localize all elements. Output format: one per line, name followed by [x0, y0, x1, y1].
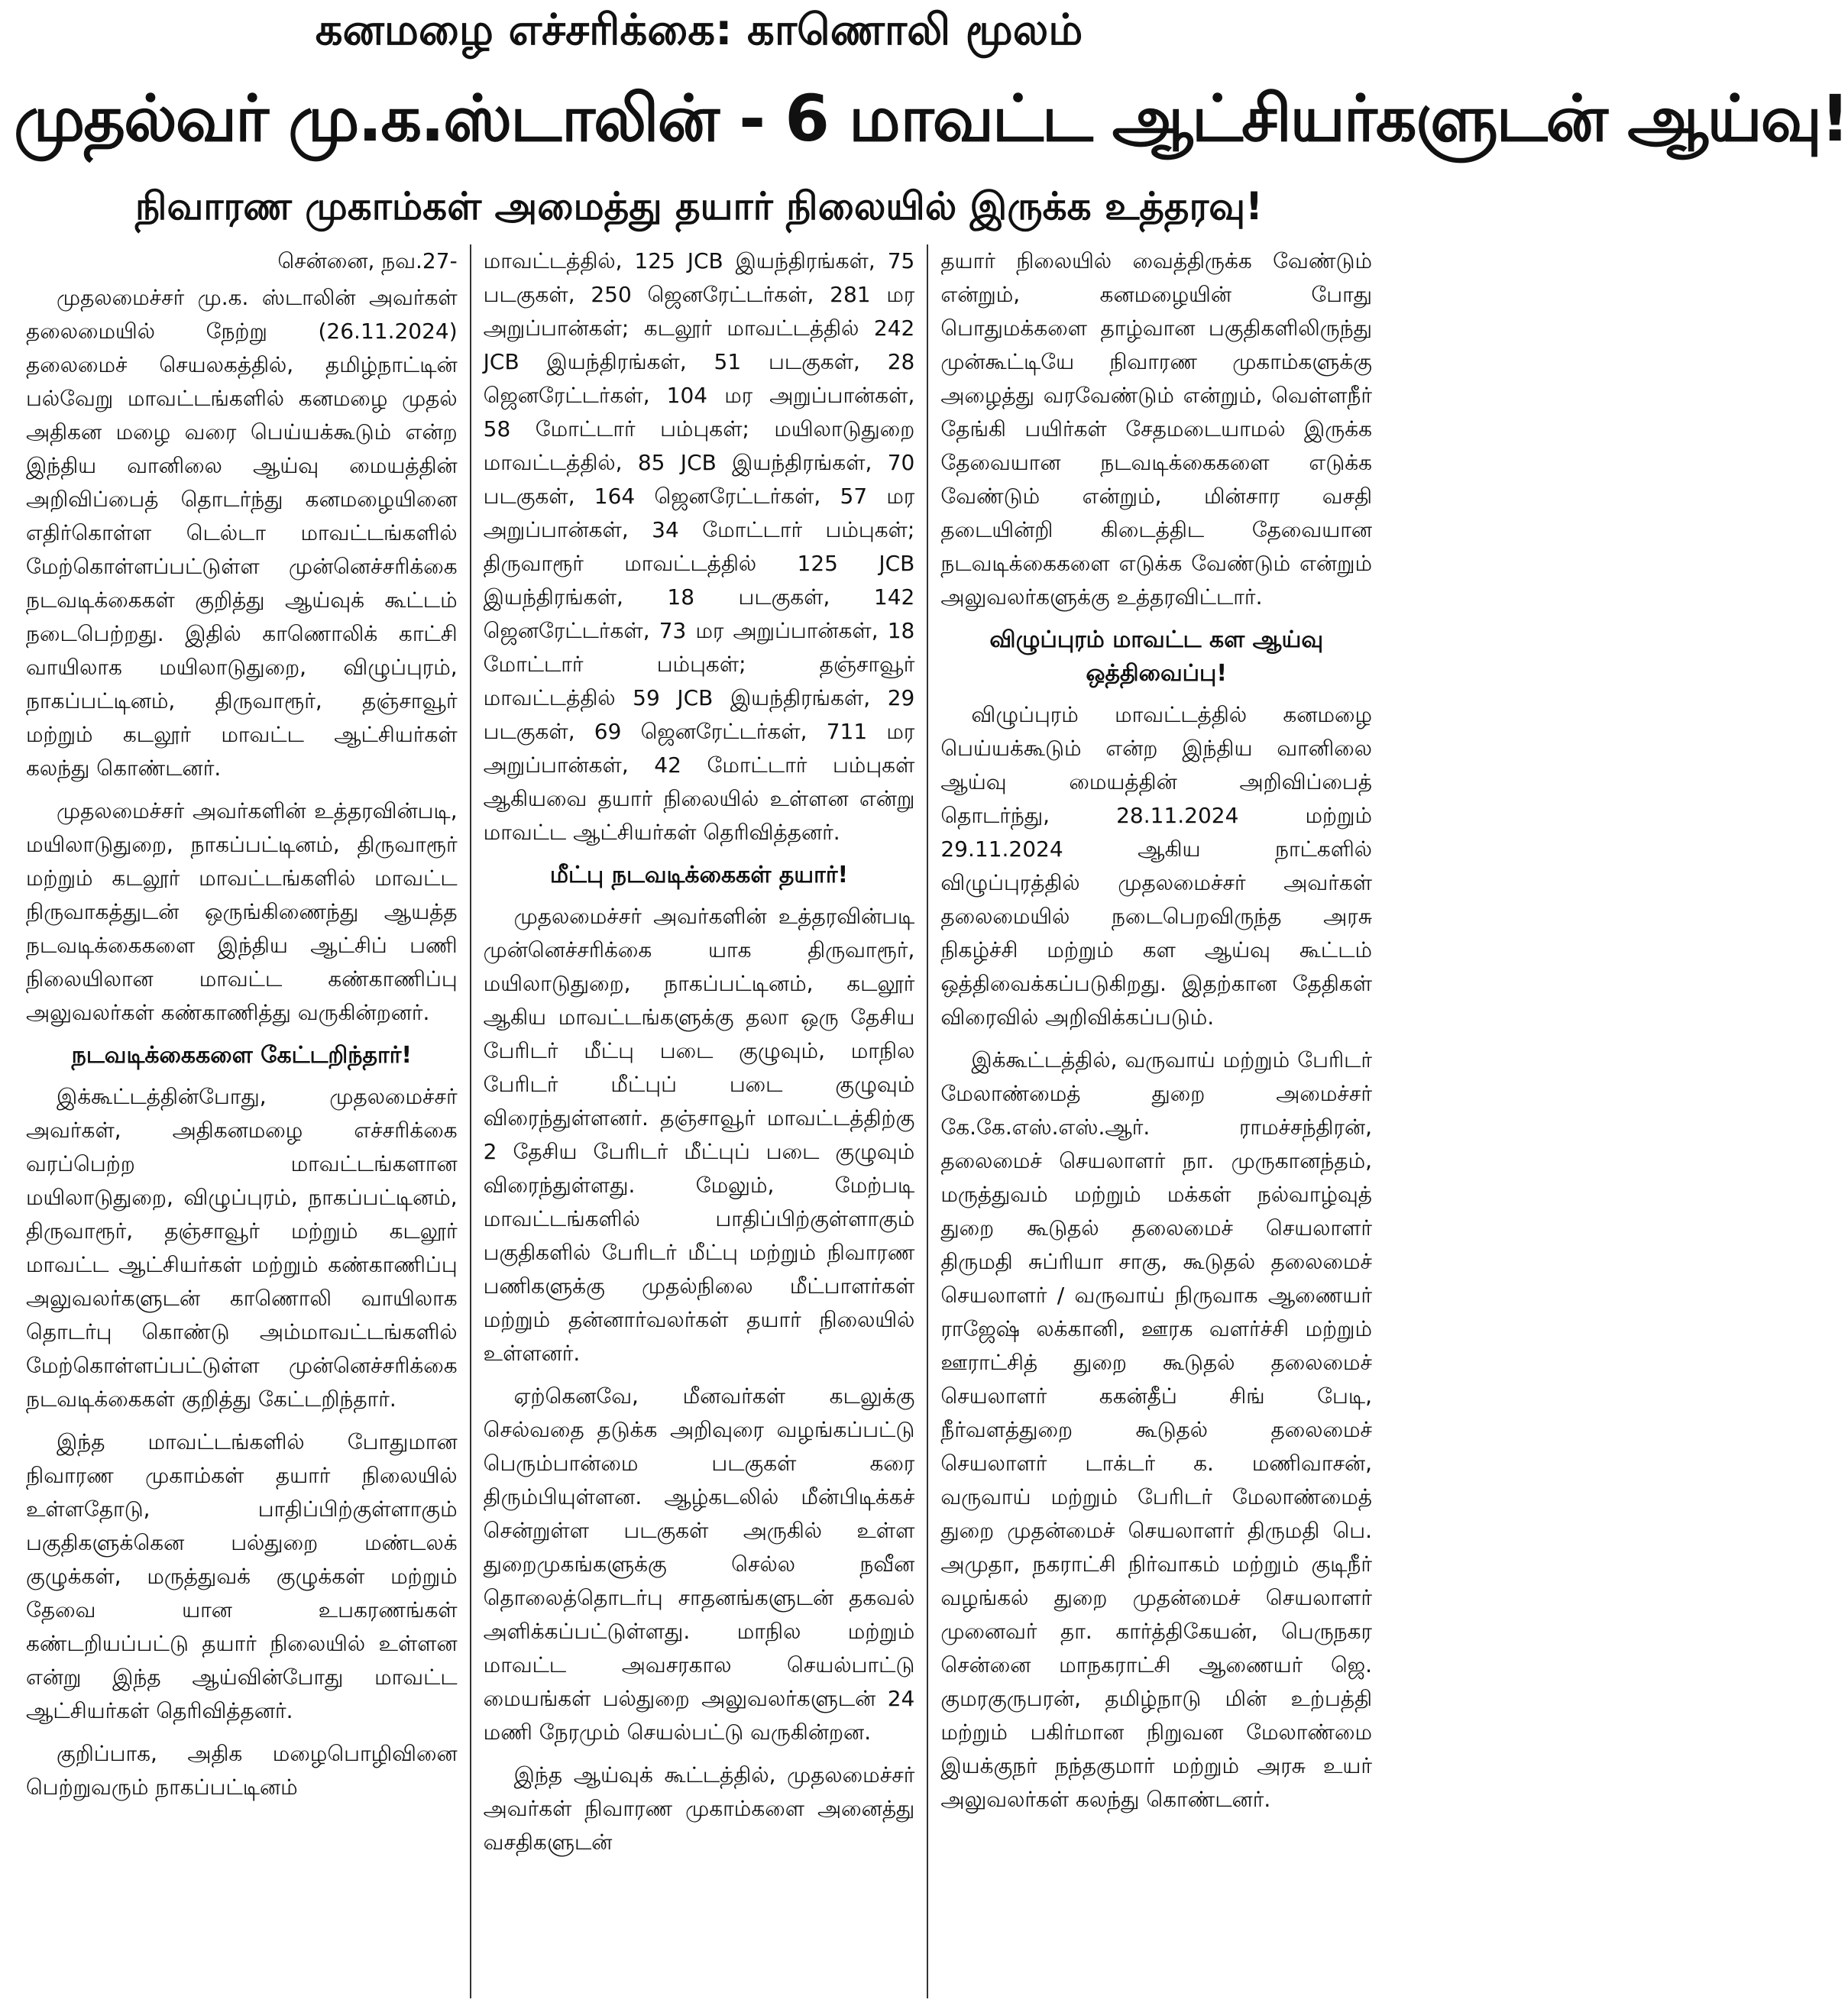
paragraph: குறிப்பாக, அதிக மழைபொழிவினை பெற்றுவரும் நாகப்பட்டினம்: [26, 1741, 458, 1800]
column-3: [928, 244, 1384, 1998]
paragraph: இந்த ஆய்வுக் கூட்டத்தில், முதலமைச்சர் அவர்கள் நிவாரண முகாம்களை அனைத்து வசதிகளுடன்: [483, 1762, 915, 1855]
paragraph: இக்கூட்டத்தில், வருவாய் மற்றும் பேரிடர் மேலாண்மைத் துறை அமைச்சர் கே.கே.எஸ்.எஸ்.ஆர். ராமச்சந்திரன், தலைமைச் செயலாளர் நா. முருகானந்தம், மருத்துவம் மற்றும் மக்கள் நல்வாழ்வுத் துறை கூடுதல் தலைமைச் செயலாளர் திருமதி சுப்ரியா சாகு, கூடுதல் தலைமைச் செயலாளர் / வருவாய் நிருவாக ஆணையர் ராஜேஷ் லக்கானி, ஊரக வளர்ச்சி மற்றும் ஊராட்சித் துறை கூடுதல் தலைமைச் செயலாளர் ககன்தீப் சிங் பேடி, நீர்வளத்துறை கூடுதல் தலைமைச் செயலாளர் டாக்டர் க. மணிவாசன், வருவாய் மற்றும் பேரிடர் மேலாண்மைத் துறை முதன்மைச் செயலாளர் திருமதி பெ. அமுதா, நகராட்சி நிர்வாகம் மற்றும் குடிநீர் வழங்கல் துறை முதன்மைச் செயலாளர் முனைவர் தா. கார்த்திகேயன், பெருநகர சென்னை மாநகராட்சி ஆணையர் ஜெ. குமரகுருபரன், தமிழ்நாடு மின் உற்பத்தி மற்றும் பகிர்மான நிறுவன மேலாண்மை இயக்குநர் நந்தகுமார் மற்றும் அரசு உயர் அலுவலர்கள் கலந்து கொண்டனர்.: [940, 1047, 1373, 1812]
paragraph: தயார் நிலையில் வைத்திருக்க வேண்டும் என்றும், கனமழையின் போது பொதுமக்களை தாழ்வான பகுதிகளிலிருந்து முன்கூட்டியே நிவாரண முகாம்களுக்கு அழைத்து வரவேண்டும் என்றும், வெள்ளநீர் தேங்கி பயிர்கள் சேதமடையாமல் இருக்க தேவையான நடவடிக்கைகளை எடுக்க வேண்டும் என்றும், மின்சார வசதி தடையின்றி கிடைத்திட தேவையான நடவடிக்கைகளை எடுக்க வேண்டும் என்றும் அலுவலர்களுக்கு உத்தரவிட்டார்.: [940, 248, 1373, 610]
kicker: கனமழை எச்சரிக்கை: காணொலி மூலம்: [315, 5, 1083, 55]
paragraph: விழுப்புரம் மாவட்டத்தில் கனமழை பெய்யக்கூடும் என்ற இந்திய வானிலை ஆய்வு மையத்தின் அறிவிப்பைத் தொடர்ந்து, 28.11.2024 மற்றும் 29.11.2024 ஆகிய நாட்களில் விழுப்புரத்தில் முதலமைச்சர் அவர்கள் தலைமையில் நடைபெறவிருந்த அரசு நிகழ்ச்சி மற்றும் கள ஆய்வு கூட்டம் ஒத்திவைக்கப்படுகிறது. இதற்கான தேதிகள் விரைவில் அறிவிக்கப்படும்.: [940, 702, 1373, 1030]
headline: முதல்வர் மு.க.ஸ்டாலின் - 6 மாவட்ட ஆட்சியர்களுடன் ஆய்வு!: [14, 81, 1848, 156]
paragraph: மாவட்டத்தில், 125 JCB இயந்திரங்கள், 75 படகுகள், 250 ஜெனரேட்டர்கள், 281 மர அறுப்பான்கள்; கடலூர் மாவட்டத்தில் 242 JCB இயந்திரங்கள், 51 படகுகள், 28 ஜெனரேட்டர்கள், 104 மர அறுப்பான்கள், 58 மோட்டார் பம்புகள்; மயிலாடுதுறை மாவட்டத்தில், 85 JCB இயந்திரங்கள், 70 படகுகள், 164 ஜெனரேட்டர்கள், 57 மர அறுப்பான்கள், 34 மோட்டார் பம்புகள்; திருவாரூர் மாவட்டத்தில் 125 JCB இயந்திரங்கள், 18 படகுகள், 142 ஜெனரேட்டர்கள், 73 மர அறுப்பான்கள், 18 மோட்டார் பம்புகள்; தஞ்சாவூர் மாவட்டத்தில் 59 JCB இயந்திரங்கள், 29 படகுகள், 69 ஜெனரேட்டர்கள், 711 மர அறுப்பான்கள், 42 மோட்டார் பம்புகள் ஆகியவை தயார் நிலையில் உள்ளன என்று மாவட்ட ஆட்சியர்கள் தெரிவித்தனர்.: [483, 248, 915, 845]
paragraph: இந்த மாவட்டங்களில் போதுமான நிவாரண முகாம்கள் தயார் நிலையில் உள்ளதோடு, பாதிப்பிற்குள்ளாகும் பகுதிகளுக்கென பல்துறை மண்டலக் குழுக்கள், மருத்துவக் குழுக்கள் மற்றும் தேவை யான உபகரணங்கள் கண்டறியப்பட்டு தயார் நிலையில் உள்ளன என்று இந்த ஆய்வின்போது மாவட்ட ஆட்சியர்கள் தெரிவித்தனர்.: [26, 1429, 458, 1723]
dateline: சென்னை, நவ.27-: [277, 248, 458, 273]
deck: நிவாரண முகாம்கள் அமைத்து தயார் நிலையில் இருக்க உத்தரவு!: [135, 184, 1263, 228]
paragraph: முதலமைச்சர் மு.க. ஸ்டாலின் அவர்கள் தலைமையில் நேற்று (26.11.2024) தலைமைச் செயலகத்தில், தமிழ்நாட்டின் பல்வேறு மாவட்டங்களில் கனமழை முதல் அதிகன மழை வரை பெய்யக்கூடும் என்ற இந்திய வானிலை ஆய்வு மையத்தின் அறிவிப்பைத் தொடர்ந்து கனமழையினை எதிர்கொள்ள டெல்டா மாவட்டங்களில் மேற்கொள்ளப்பட்டுள்ள முன்னெச்சரிக்கை நடவடிக்கைகள் குறித்து ஆய்வுக் கூட்டம் நடைபெற்றது. இதில் காணொலிக் காட்சி வாயிலாக மயிலாடுதுறை, விழுப்புரம், நாகப்பட்டினம், திருவாரூர், தஞ்சாவூர் மற்றும் கடலூர் மாவட்ட ஆட்சியர்கள் கலந்து கொண்டனர்.: [26, 285, 458, 781]
subheading: நடவடிக்கைகளை கேட்டறிந்தார்!: [71, 1042, 413, 1069]
paragraph: முதலமைச்சர் அவர்களின் உத்தரவின்படி முன்னெச்சரிக்கை யாக திருவாரூர், மயிலாடுதுறை, நாகப்பட்டினம், கடலூர் ஆகிய மாவட்டங்களுக்கு தலா ஒரு தேசிய பேரிடர் மீட்பு படை குழுவும், மாநில பேரிடர் மீட்புப் படை குழுவும் விரைந்துள்ளனர். தஞ்சாவூர் மாவட்டத்திற்கு 2 தேசிய பேரிடர் மீட்புப் படை குழுவும் விரைந்துள்ளது. மேலும், மேற்படி மாவட்டங்களில் பாதிப்பிற்குள்ளாகும் பகுதிகளில் பேரிடர் மீட்பு மற்றும் நிவாரண பணிகளுக்கு முதல்நிலை மீட்பாளர்கள் மற்றும் தன்னார்வலர்கள் தயார் நிலையில் உள்ளனர்.: [483, 904, 915, 1366]
subheading: மீட்பு நடவடிக்கைகள் தயார்!: [549, 862, 849, 888]
column-2: [471, 244, 929, 1998]
article-columns: [14, 244, 1384, 1998]
paragraph: இக்கூட்டத்தின்போது, முதலமைச்சர் அவர்கள், அதிகனமழை எச்சரிக்கை வரப்பெற்ற மாவட்டங்களான மயிலாடுதுறை, விழுப்புரம், நாகப்பட்டினம், திருவாரூர், தஞ்சாவூர் மற்றும் கடலூர் மாவட்ட ஆட்சியர்கள் மற்றும் கண்காணிப்பு அலுவலர்களுடன் காணொலி வாயிலாக தொடர்பு கொண்டு அம்மாவட்டங்களில் மேற்கொள்ளப்பட்டுள்ள முன்னெச்சரிக்கை நடவடிக்கைகள் குறித்து கேட்டறிந்தார்.: [26, 1084, 458, 1412]
subheading: விழுப்புரம் மாவட்ட கள ஆய்வு ஒத்திவைப்பு!: [989, 626, 1324, 687]
paragraph: ஏற்கெனவே, மீனவர்கள் கடலுக்கு செல்வதை தடுக்க அறிவுரை வழங்கப்பட்டு பெரும்பான்மை படகுகள் கரை திரும்பியுள்ளன. ஆழ்கடலில் மீன்பிடிக்கச் சென்றுள்ள படகுகள் அருகில் உள்ள துறைமுகங்களுக்கு செல்ல நவீன தொலைத்தொடர்பு சாதனங்களுடன் தகவல் அளிக்கப்பட்டுள்ளது. மாநில மற்றும் மாவட்ட அவசரகால செயல்பாட்டு மையங்கள் பல்துறை அலுவலர்களுடன் 24 மணி நேரமும் செயல்பட்டு வருகின்றன.: [483, 1383, 915, 1745]
column-1: [14, 244, 471, 1998]
paragraph: முதலமைச்சர் அவர்களின் உத்தரவின்படி, மயிலாடுதுறை, நாகப்பட்டினம், திருவாரூர் மற்றும் கடலூர் மாவட்டங்களில் மாவட்ட நிருவாகத்துடன் ஒருங்கிணைந்து ஆயத்த நடவடிக்கைகளை இந்திய ஆட்சிப் பணி நிலையிலான மாவட்ட கண்காணிப்பு அலுவலர்கள் கண்காணித்து வருகின்றனர்.: [26, 798, 458, 1025]
